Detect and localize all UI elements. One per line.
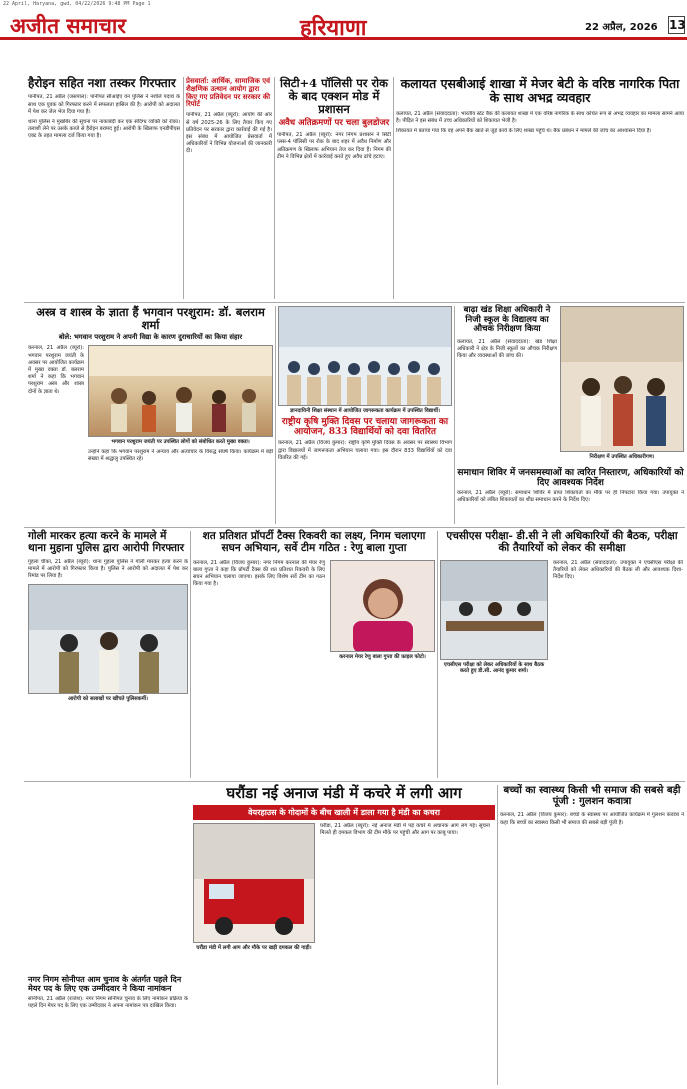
inspection-photo-block xyxy=(560,306,684,466)
body-p2: थाना पुलिस ने मुखबिर की सूचना पर नाकाबंदी कर एक संदिग्ध व्यक्ति को रोका। तलाशी लेने पर उसके कब्जे से हैरोइन बरामद हुई। आरोपी के खिलाफ एनडीपीएस एक्ट के तहत मामला दर्ज किया गया है। xyxy=(28,119,180,140)
body-p1: घरौंडा, 21 अप्रैल (ब्यूरो): नई अनाज मंडी में पड़े कचरे में अचानक आग लग गई। सूचना मिलते ही दमकल विभाग की टीम मौके पर पहुंची और आग पर काबू पाया। xyxy=(320,822,490,836)
story-city-policy xyxy=(277,77,391,299)
photo-caption: घरौंडा मंडी में लगी आग और मौके पर खड़ी दमकल की गाड़ी। xyxy=(196,944,312,951)
headline: अस्त्र व शास्त्र के ज्ञाता हैं भगवान परशुराम: डॉ. बलराम शर्मा xyxy=(36,305,265,332)
headline: नगर निगम सोनीपत आम चुनाव के अंतर्गत पहले दिन मेयर पद के लिए एक उम्मीदवार ने किया नामांकन xyxy=(28,974,182,993)
subhead: बोले: भगवान परशुराम ने अपनी विद्या के कारण दुराचारियों का किया संहार xyxy=(58,332,243,341)
headline: गोली मारकर हत्या करने के मामले में थाना मुहाना पुलिस द्वारा आरोपी गिरफ्तार xyxy=(28,530,185,554)
headline: घरौंडा नई अनाज मंडी में कचरे में लगी आग xyxy=(226,784,462,802)
body-p1: करनाल, 21 अप्रैल (संवाददाता): उपायुक्त ने एचसीएस परीक्षा की तैयारियों को लेकर अधिकारियों की बैठक ली और आवश्यक दिशा-निर्देश दिए। xyxy=(553,559,683,580)
headline: एचसीएस परीक्षा- डी.सी ने ली अधिकारियों की बैठक, परीक्षा की तैयारियों को लेकर की समीक्षा xyxy=(446,530,678,554)
headline: कलायत एसबीआई शाखा में मेजर बेटी के वरिष्ठ नागरिक पिता के साथ अभद्र व्यवहार xyxy=(400,76,680,105)
body-p2: उन्होंने कहा कि भगवान परशुराम ने अन्याय और अत्याचार के विरुद्ध संघर्ष किया। कार्यक्रम में बड़ी संख्या में श्रद्धालु उपस्थित रहे। xyxy=(88,448,273,462)
mayor-photo xyxy=(330,560,435,652)
headline: बाढ़ा खंड शिक्षा अधिकारी ने निजी स्कूल के विद्यालय का औचक निरीक्षण किया xyxy=(463,305,551,335)
fire-truck-photo xyxy=(193,823,315,943)
photo-caption: भगवान परशुराम जयंती पर उपस्थित लोगों को संबोधित करते मुख्य वक्ता। xyxy=(111,439,250,446)
story-property-tax xyxy=(193,531,435,778)
print-slug: 22 April, Haryana, gwd, 04/22/2026 9:48 PM Page 1 xyxy=(3,1,151,7)
story-grain-market-fire xyxy=(193,785,495,1085)
story-sbi-branch xyxy=(396,77,684,299)
body-p1: करनाल, 21 अप्रैल (विजय कुमार): राष्ट्रीय कृमि मुक्ति दिवस के अवसर पर स्वास्थ्य विभाग द्वारा विद्यालयों में जागरूकता अभियान चलाया गया। इस दौरान 833 विद्यार्थियों को दवा वितरित की गई। xyxy=(278,440,452,461)
headline: प्रेसवार्ता: आर्थिक, सामाजिक एवं शैक्षणिक उत्थान आयोग द्वारा किए गए प्रतिवेदन पर सरकार की रिपोर्ट xyxy=(186,76,271,109)
story-heroin-smuggler xyxy=(28,77,180,299)
body-p1: पानीपत, 21 अप्रैल (जसपाल): पानीपत सीआईए वन पुलिस ने नशीले पदार्थ के साथ एक युवक को गिरफ्तार करने में सफलता हासिल की है। आरोपी को अदालत में पेश कर जेल भेज दिया गया है। xyxy=(28,94,180,115)
body-p1: गुहला चीका, 21 अप्रैल (ब्यूरो): थाना गुहला पुलिस ने गोली मारकर हत्या करने के मामले में आरोपी को गिरफ्तार किया है। पुलिस ने आरोपी को अदालत में पेश कर रिमांड पर लिया है। xyxy=(28,558,188,579)
body-p1: कलायत, 21 अप्रैल (संवाददाता): भारतीय स्टेट बैंक की कलायत शाखा में एक वरिष्ठ नागरिक के साथ कथित रूप से अभद्र व्यवहार का मामला सामने आया है। पीड़ित ने इस संबंध में उच्च अधिकारियों को शिकायत भेजी है। xyxy=(396,111,684,125)
story-press-conference xyxy=(186,77,272,299)
headline: हैरोइन सहित नशा तस्कर गिरफ्तार xyxy=(28,76,176,90)
headline: सिटी+4 पॉलिसी पर रोक के बाद एक्शन मोड में प्रशासन xyxy=(280,76,388,116)
arrest-photo xyxy=(28,584,188,694)
story-deworming-day xyxy=(278,306,452,524)
body-p1: कलायत, 21 अप्रैल (संवाददाता): खंड शिक्षा अधिकारी ने क्षेत्र के निजी स्कूलों का औचक निरीक्षण किया और व्यवस्थाओं की जांच की। xyxy=(457,338,557,359)
parshuram-event-photo xyxy=(88,345,273,437)
issue-date: 22 अप्रैल, 2026 xyxy=(585,22,658,33)
inspection-photo xyxy=(560,306,684,452)
body-p1: सोनीपत, 21 अप्रैल (राजेश): नगर निगम सोनीपत चुनाव के लिए नामांकन प्रक्रिया के पहले दिन मेयर पद के लिए एक उम्मीदवार ने अपना नामांकन पत्र दाखिल किया। xyxy=(28,995,188,1010)
headline: राष्ट्रीय कृषि मुक्ति दिवस पर चलाया जागरूकता का आयोजन, 833 विद्यार्थियों को दवा वितरित xyxy=(281,417,449,438)
body-p1: करनाल, 21 अप्रैल (विजय कुमार): नगर निगम करनाल की मेयर रेणु बाला गुप्ता ने कहा कि प्रॉपर्टी टैक्स की शत प्रतिशत रिकवरी के लिए सघन अभियान चलाया जाएगा। इसके लिए विशेष सर्वे टीम का गठन किया गया है। xyxy=(193,559,325,588)
section-name: हरियाणा xyxy=(300,15,367,41)
story-school-inspection xyxy=(457,306,557,466)
photo-caption: निरीक्षण में उपस्थित अधिकारीगण। xyxy=(589,454,655,460)
headline: समाधान शिविर में जनसमस्याओं का त्वरित निस्तारण, अधिकारियों को दिए आवश्यक निर्देश xyxy=(457,468,684,489)
body-p1: करनाल, 21 अप्रैल (ब्यूरो): भगवान परशुराम जयंती के अवसर पर आयोजित कार्यक्रम में मुख्य वक्ता डॉ. बलराम शर्मा ने कहा कि भगवान परशुराम अस्त्र और शास्त्र दोनों के ज्ञाता थे। xyxy=(28,345,84,395)
headline: शत प्रतिशत प्रॉपर्टी टैक्स रिकवरी का लक्ष्य, निगम चलाएगा सघन अभियान, सर्वे टीम गठित : रेणु बाला गुप्ता xyxy=(202,530,426,554)
body-p1: करनाल, 21 अप्रैल (ब्यूरो): समाधान शिविर में प्राप्त शिकायतों का मौके पर ही निपटारा किया गया। उपायुक्त ने अधिकारियों को लंबित शिकायतों का शीघ्र समाधान करने के निर्देश दिए। xyxy=(457,490,684,504)
headline: बच्चों का स्वास्थ्य किसी भी समाज की सबसे बड़ी पूंजी : गुलशन कवात्रा xyxy=(503,785,681,808)
story-hcs-exam xyxy=(440,531,684,778)
page-number: 13 xyxy=(669,18,686,32)
photo-caption: ज्ञानदायिनी शिक्षा संस्थान में आयोजित जागरूकता कार्यक्रम में उपस्थित विद्यार्थी। xyxy=(289,408,440,414)
body-p1: पानीपत, 21 अप्रैल (ब्यूरो): नगर निगम प्रशासन ने सिटी प्लस-4 पॉलिसी पर रोक के बाद शहर में अवैध निर्माण और अतिक्रमण के खिलाफ अभियान तेज कर दिया है। निगम की टीम ने विभिन्न क्षेत्रों में कार्रवाई करते हुए अवैध ढांचे हटाए। xyxy=(277,132,391,160)
paper-name: अजीत समाचार xyxy=(10,13,126,38)
masthead xyxy=(0,10,687,40)
story-solution-camp xyxy=(457,468,684,524)
meeting-photo xyxy=(440,560,548,660)
story-child-health xyxy=(500,785,684,1085)
subhead: अवैध अतिक्रमणों पर चला बुलडोजर xyxy=(278,117,390,128)
students-photo xyxy=(278,306,452,406)
photo-caption: एचसीएस परीक्षा को लेकर अधिकारियों के साथ बैठक करते हुए डी.सी. आनंद कुमार शर्मा। xyxy=(443,661,545,674)
story-shooting-arrest xyxy=(28,531,188,778)
body-p1: पानीपत, 21 अप्रैल (ब्यूरो): आयोग की ओर से वर्ष 2025-26 के लिए तैयार किए गए प्रतिवेदन पर सरकार द्वारा कार्रवाई की गई है। इस संबंध में आयोजित प्रेसवार्ता में अधिकारियों ने विभिन्न योजनाओं की जानकारी दी। xyxy=(186,112,272,155)
story-sonipat-nomination xyxy=(28,975,188,1085)
body-p1: करनाल, 21 अप्रैल (विजय कुमार): बच्चों के स्वास्थ्य पर आयोजित कार्यक्रम में गुलशन कवात्रा ने कहा कि बच्चों का स्वास्थ्य किसी भी समाज की सबसे बड़ी पूंजी है। xyxy=(500,812,684,826)
body-p2: शिकायत में बताया गया कि वह अपने बैंक खाते से जुड़े कार्य के लिए शाखा पहुंचे थे। बैंक प्रबंधन ने मामले की जांच का आश्वासन दिया है। xyxy=(396,128,652,135)
story-parshuram xyxy=(28,306,273,524)
banner: वेयरहाउस के गोदामों के बीच खाली में डाला गया है मंडी का कचरा xyxy=(193,805,495,820)
photo-caption: आरोपी को सलाखों पर खींचते पुलिसकर्मी। xyxy=(68,696,148,703)
photo-caption: करनाल मेयर रेणु बाला गुप्ता की फ़ाइल फोटो। xyxy=(339,653,426,660)
